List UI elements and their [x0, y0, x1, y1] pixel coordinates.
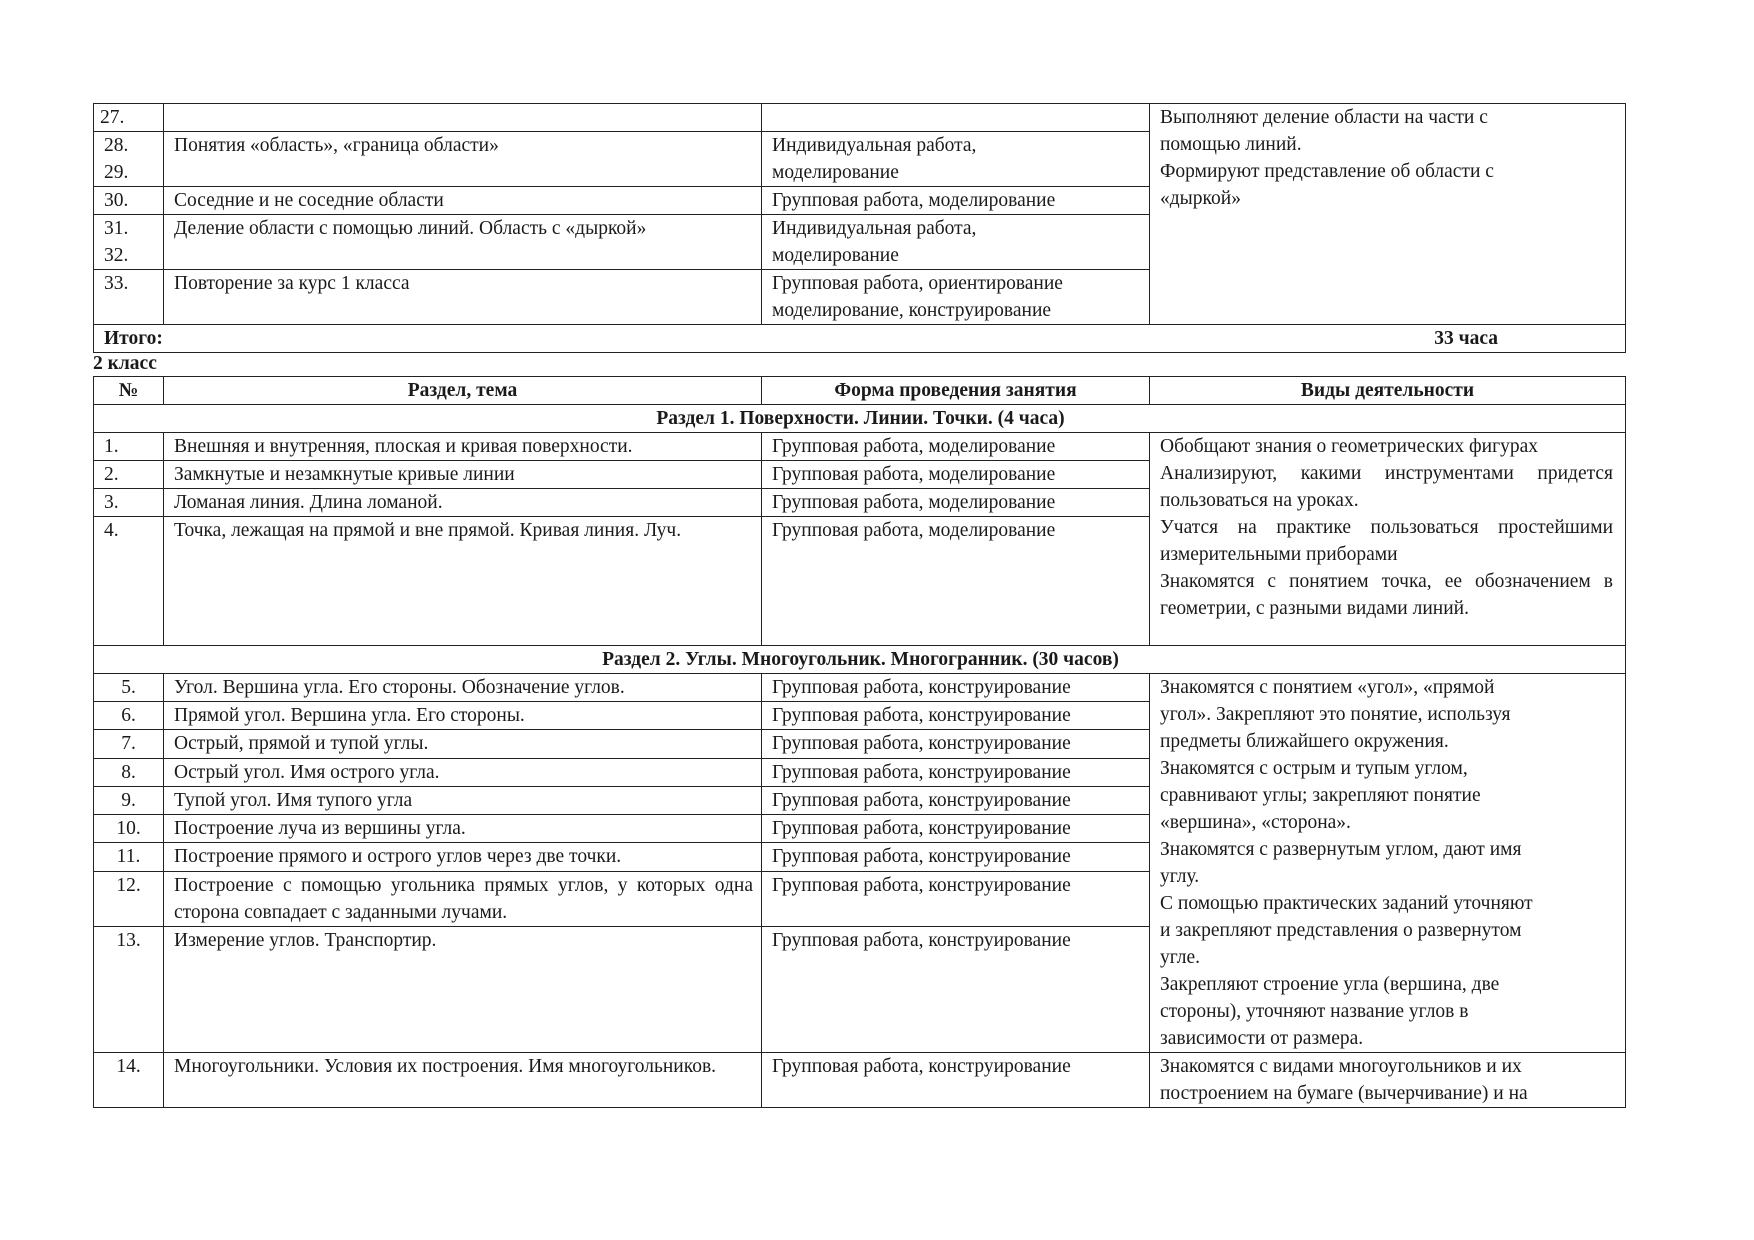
topic-cell: Многоугольники. Условия их построения. Имя многоугольников.	[164, 1053, 762, 1108]
section-title: Раздел 1. Поверхности. Линии. Точки. (4 часа)	[94, 405, 1626, 433]
form-cell: Индивидуальная работа, моделирование	[762, 215, 1150, 270]
row-number: 8.	[94, 758, 164, 786]
topic-cell: Построение прямого и острого углов через две точки.	[164, 843, 762, 871]
form-cell: Групповая работа, моделирование	[762, 433, 1150, 461]
row-number: 6.	[94, 702, 164, 730]
section-row	[94, 405, 1626, 433]
row-number: 30.	[94, 187, 164, 215]
row-number: 33.	[94, 270, 164, 325]
row-number: 11.	[94, 843, 164, 871]
row-number: 5.	[94, 674, 164, 702]
form-cell: Групповая работа, конструирование	[762, 871, 1150, 926]
row-number: 27.	[94, 104, 164, 132]
grade1-table	[93, 103, 1626, 353]
activity-cell: Выполняют деление области на части с помощью линий. Формируют представление об области с «дыркой»	[1150, 104, 1626, 325]
activity-cell: Знакомятся с видами многоугольников и их построением на бумаге (вычерчивание) и на	[1150, 1053, 1626, 1108]
form-cell: Индивидуальная работа, моделирование	[762, 132, 1150, 187]
table-row	[94, 674, 1626, 702]
form-cell: Групповая работа, моделирование	[762, 461, 1150, 489]
topic-cell: Точка, лежащая на прямой и вне прямой. Кривая линия. Луч.	[164, 517, 762, 646]
form-cell: Групповая работа, конструирование	[762, 730, 1150, 758]
topic-cell: Острый угол. Имя острого угла.	[164, 758, 762, 786]
total-value: 33 часа	[1434, 328, 1498, 349]
form-cell: Групповая работа, моделирование	[762, 187, 1150, 215]
row-number: 10.	[94, 815, 164, 843]
form-cell: Групповая работа, моделирование	[762, 517, 1150, 646]
activity-cell: Обобщают знания о геометрических фигурах Анализируют, какими инструментами придется пользоваться на уроках. Учатся на практике пользоваться простейшими измерительными приборами Знакомятся с понятием точка, ее обозначением в геометрии, с разными видами линий.	[1150, 433, 1626, 646]
header-row	[94, 377, 1626, 405]
table-row	[94, 1053, 1626, 1108]
topic-cell: Ломаная линия. Длина ломаной.	[164, 489, 762, 517]
section-row	[94, 646, 1626, 674]
row-number: 1.	[94, 433, 164, 461]
activity-cell: Знакомятся с понятием «угол», «прямой угол». Закрепляют это понятие, используя предметы ближайшего окружения. Знакомятся с острым и тупым углом, сравнивают углы; закрепляют понятие «вершина», «сторона». Знакомятся с развернутым углом, дают имя углу. С помощью практических заданий уточняют и закрепляют представления о развернутом угле. Закрепляют строение угла (вершина, две стороны), уточняют название углов в зависимости от размера.	[1150, 674, 1626, 1053]
form-cell: Групповая работа, конструирование	[762, 926, 1150, 1052]
form-cell: Групповая работа, конструирование	[762, 758, 1150, 786]
row-number: 2.	[94, 461, 164, 489]
topic-cell: Соседние и не соседние области	[164, 187, 762, 215]
form-cell: Групповая работа, моделирование	[762, 489, 1150, 517]
row-number: 7.	[94, 730, 164, 758]
topic-cell: Острый, прямой и тупой углы.	[164, 730, 762, 758]
header-form: Форма проведения занятия	[762, 377, 1150, 405]
row-number: 31. 32.	[94, 215, 164, 270]
form-cell: Групповая работа, ориентирование моделирование, конструирование	[762, 270, 1150, 325]
row-number: 28. 29.	[94, 132, 164, 187]
table-row	[94, 104, 1626, 132]
grade2-table	[93, 376, 1626, 1108]
topic-cell: Измерение углов. Транспортир.	[164, 926, 762, 1052]
total-cell	[94, 325, 1626, 353]
topic-cell: Повторение за курс 1 класса	[164, 270, 762, 325]
form-cell: Групповая работа, конструирование	[762, 1053, 1150, 1108]
topic-cell: Замкнутые и незамкнутые кривые линии	[164, 461, 762, 489]
form-cell: Групповая работа, конструирование	[762, 674, 1150, 702]
row-number: 12.	[94, 871, 164, 926]
topic-cell: Построение луча из вершины угла.	[164, 815, 762, 843]
header-activity: Виды деятельности	[1150, 377, 1626, 405]
topic-cell: Угол. Вершина угла. Его стороны. Обозначение углов.	[164, 674, 762, 702]
table-row	[94, 433, 1626, 461]
header-number: №	[94, 377, 164, 405]
row-number: 13.	[94, 926, 164, 1052]
section-title: Раздел 2. Углы. Многоугольник. Многогранник. (30 часов)	[94, 646, 1626, 674]
topic-cell: Внешняя и внутренняя, плоская и кривая поверхности.	[164, 433, 762, 461]
row-number: 9.	[94, 786, 164, 814]
topic-cell: Тупой угол. Имя тупого угла	[164, 786, 762, 814]
class-heading: 2 класс	[93, 353, 157, 374]
form-cell: Групповая работа, конструирование	[762, 815, 1150, 843]
form-cell: Групповая работа, конструирование	[762, 786, 1150, 814]
total-row	[94, 325, 1626, 353]
form-cell: Групповая работа, конструирование	[762, 702, 1150, 730]
row-number: 14.	[94, 1053, 164, 1108]
topic-cell: Прямой угол. Вершина угла. Его стороны.	[164, 702, 762, 730]
form-cell	[762, 104, 1150, 132]
topic-cell: Понятия «область», «граница области»	[164, 132, 762, 187]
row-number: 4.	[94, 517, 164, 646]
form-cell: Групповая работа, конструирование	[762, 843, 1150, 871]
topic-cell: Построение с помощью угольника прямых углов, у которых одна сторона совпадает с заданными лучами.	[164, 871, 762, 926]
total-label: Итого:	[104, 328, 163, 349]
header-topic: Раздел, тема	[164, 377, 762, 405]
topic-cell	[164, 104, 762, 132]
topic-cell: Деление области с помощью линий. Область с «дыркой»	[164, 215, 762, 270]
row-number: 3.	[94, 489, 164, 517]
